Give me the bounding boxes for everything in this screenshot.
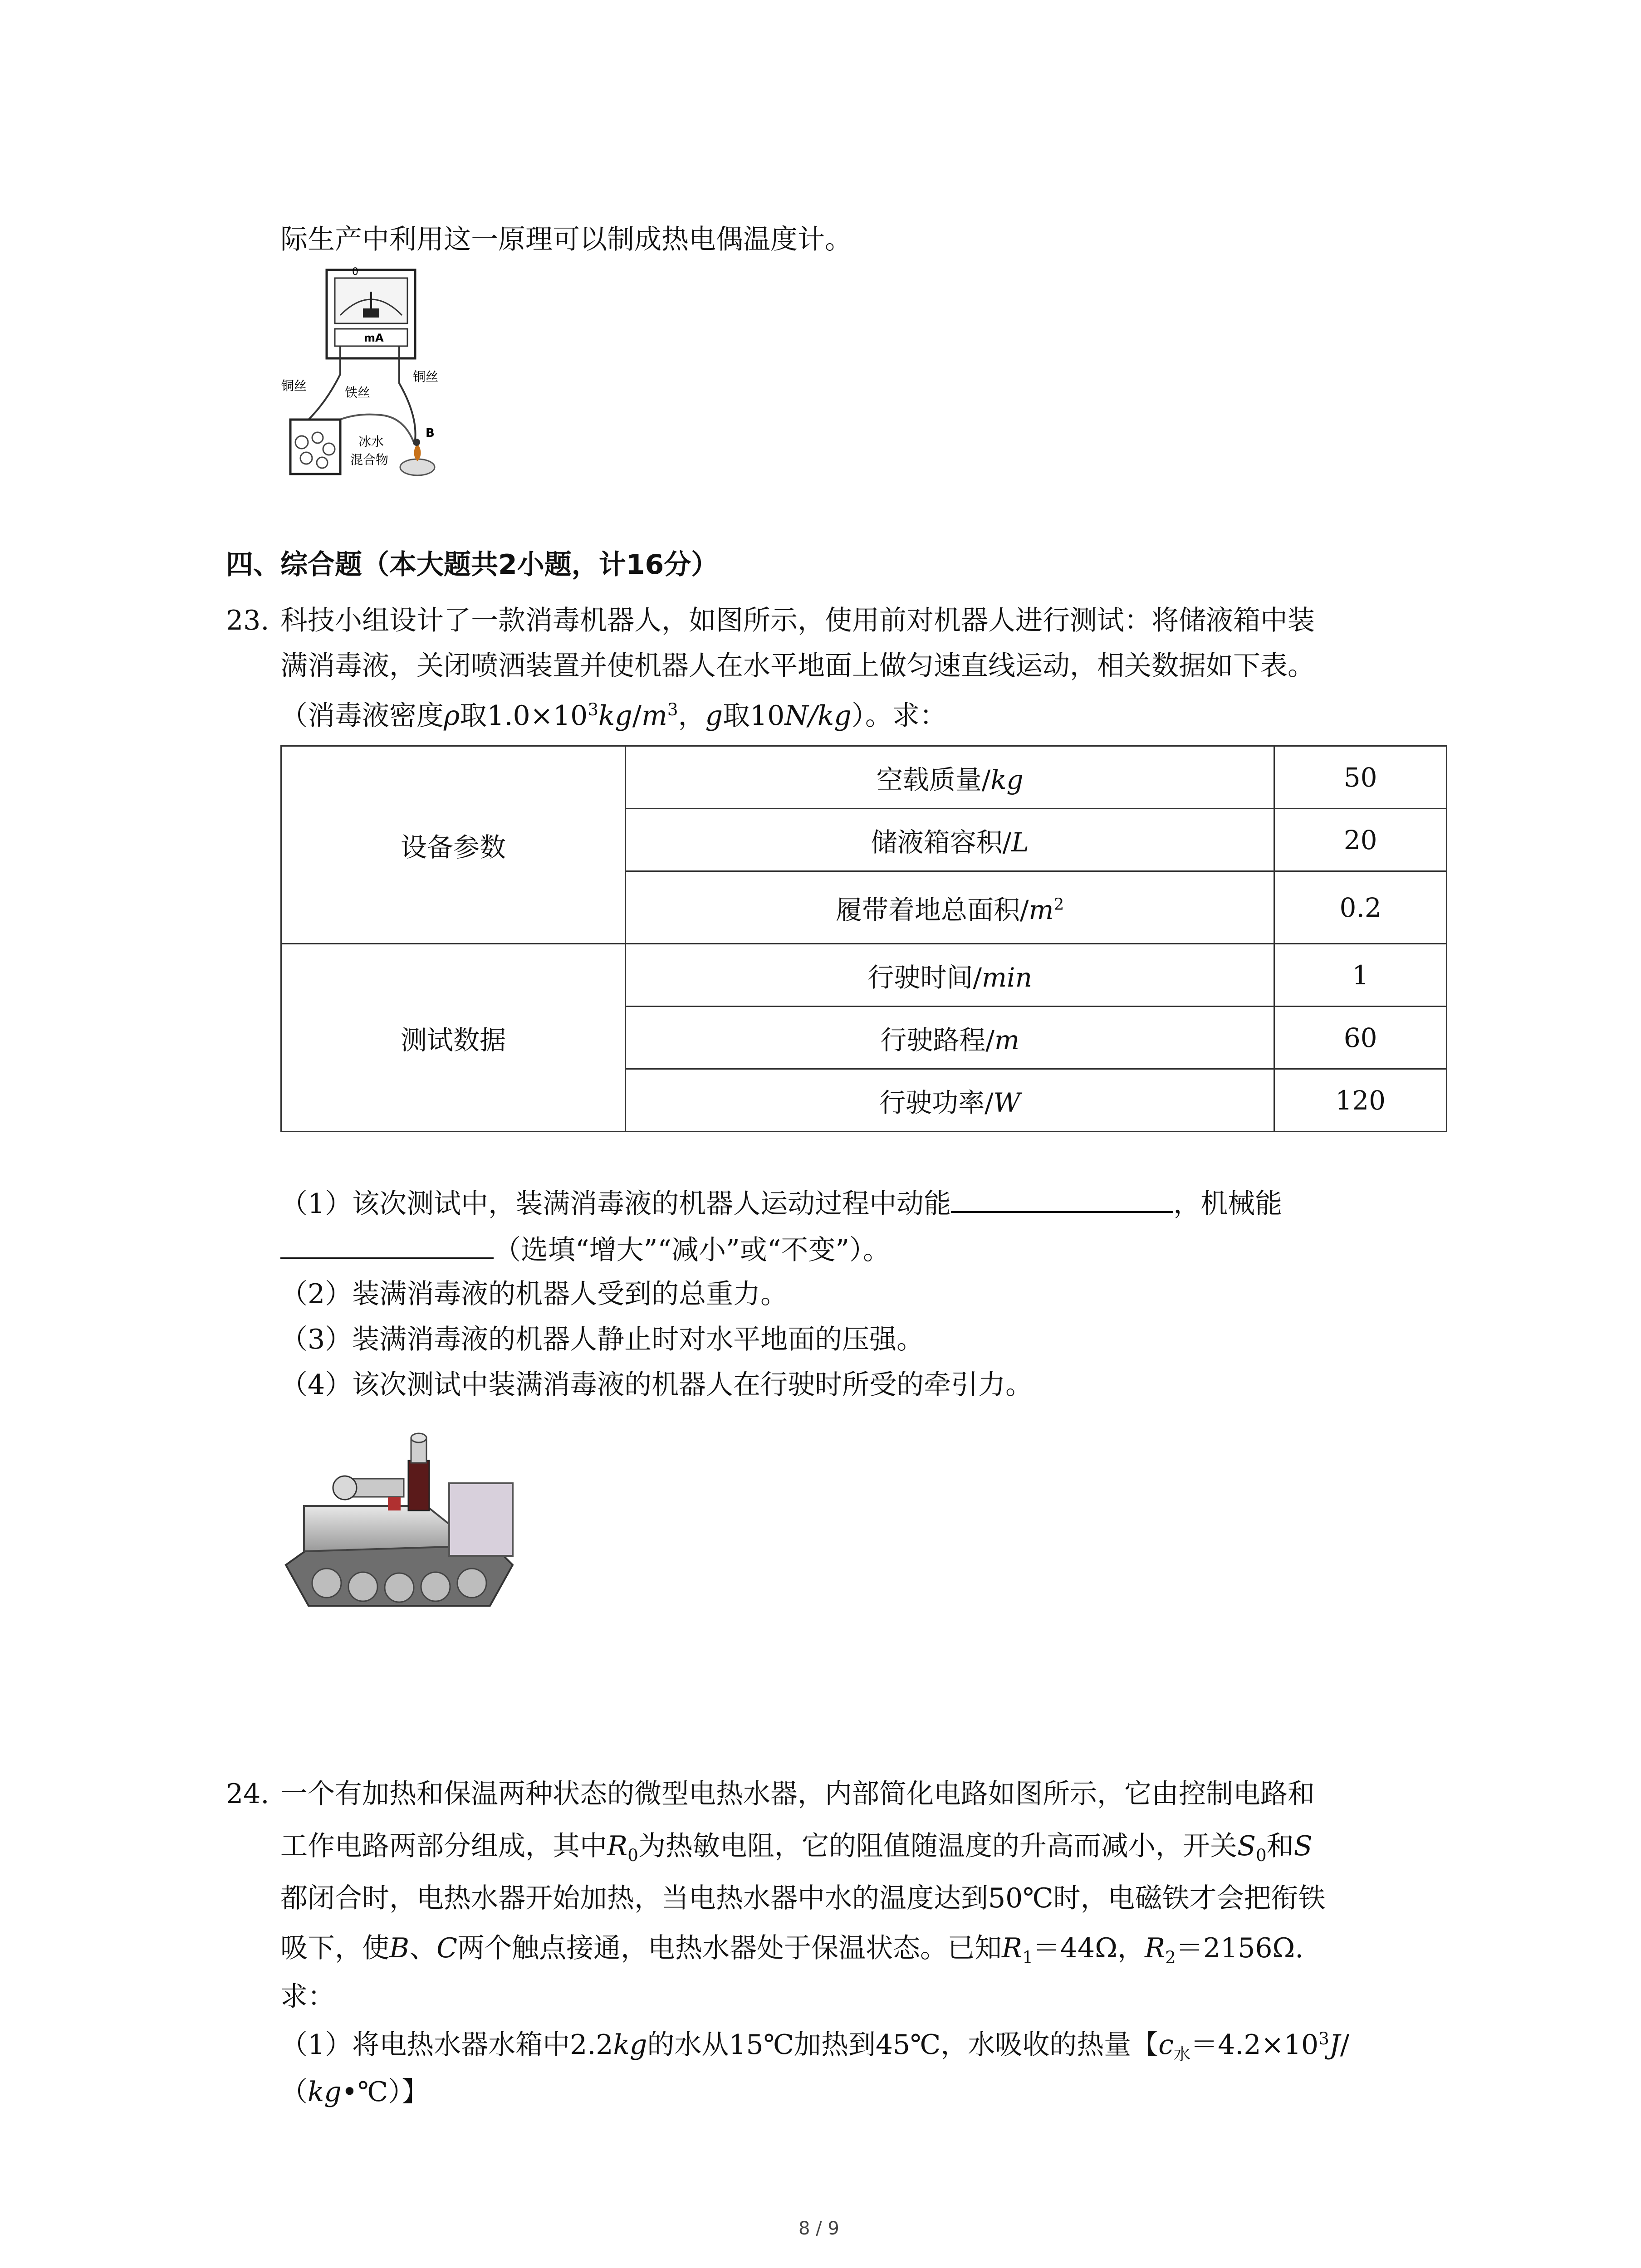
table-row: 设备参数 空载质量/kg 50 — [281, 746, 1447, 809]
q24-line3: 都闭合时，电热水器开始加热，当电热水器中水的温度达到50℃时，电磁铁才会把衔铁 — [280, 1882, 1326, 1914]
q23-note: （消毒液密度ρ取$1.0\times 10^3kg/m^3$，g取10N/kg）。求： — [280, 699, 947, 732]
q23-line1: 科技小组设计了一款消毒机器人，如图所示，使用前对机器人进行测试：将储液箱中装 — [280, 605, 1315, 636]
table-cell-value: 50 — [1274, 746, 1447, 809]
svg-text:冰水: 冰水 — [358, 434, 384, 449]
table-cell-value: 1 — [1274, 944, 1447, 1007]
q24-line2: 工作电路两部分组成，其中$R_0$为热敏电阻，它的阻值随温度的升高而减小，开关$S_0$和S — [280, 1830, 1313, 1865]
table-cell-value: 120 — [1274, 1069, 1447, 1132]
svg-text:B: B — [426, 426, 435, 440]
q24-sub1-cont: （kg•℃）】 — [280, 2076, 429, 2108]
intro-line: 际生产中利用这一原理可以制成热电偶温度计。 — [280, 224, 852, 255]
svg-text:混合物: 混合物 — [350, 452, 389, 467]
svg-text:铜丝: 铜丝 — [413, 369, 439, 384]
svg-text:铜丝: 铜丝 — [281, 378, 307, 393]
q24-number: 24. — [226, 1778, 269, 1810]
robot-data-table — [280, 745, 1447, 1132]
table-row: 行驶路程/m 60 — [281, 1007, 1447, 1069]
q24-line4: 吸下，使B、C两个触点接通，电热水器处于保温状态。已知$R_1=44\Omega$，$R_2=2156\Omega$. — [280, 1932, 1304, 1967]
group-label-device: 设备参数 — [281, 746, 626, 944]
table-row: 行驶功率/W 120 — [281, 1069, 1447, 1132]
q24-line5: 求： — [280, 1981, 335, 2013]
q23-sub3: （3）装满消毒液的机器人静止时对水平地面的压强。 — [280, 1324, 924, 1355]
table-cell-value: 20 — [1274, 809, 1447, 871]
q23-number: 23. — [226, 605, 269, 636]
table-cell-value: 0.2 — [1274, 871, 1447, 944]
q23-sub1-cont: （选填“增大”“减小”或“不变”）。 — [280, 1234, 890, 1264]
q23-sub1: （1）该次测试中，装满消毒液的机器人运动过程中动能 ，机械能 — [280, 1188, 1283, 1220]
page-number: 8 / 9 — [798, 2218, 839, 2239]
meter-unit: mA — [364, 332, 384, 344]
table-row: 测试数据 行驶时间/min 1 — [281, 944, 1447, 1007]
group-label-test: 测试数据 — [281, 944, 626, 1132]
q24-line1: 一个有加热和保温两种状态的微型电热水器，内部简化电路如图所示，它由控制电路和 — [280, 1778, 1315, 1810]
q23-sub4: （4）该次测试中装满消毒液的机器人在行驶时所受的牵引力。 — [280, 1369, 1033, 1401]
q24-sub1: （1）将电热水器水箱中2.2kg的水从15℃加热到45℃，水吸收的热量【$c_水=4.2\times 10^3J/$ — [280, 2028, 1350, 2064]
table-row: 履带着地总面积$/m^2$ 0.2 — [281, 871, 1447, 944]
table-cell-value: 60 — [1274, 1007, 1447, 1069]
q23-line2: 满消毒液，关闭喷洒装置并使机器人在水平地面上做匀速直线运动，相关数据如下表。 — [280, 650, 1315, 682]
answer-blank[interactable] — [951, 1188, 1173, 1213]
svg-text:0: 0 — [352, 266, 358, 278]
disinfection-robot-image — [277, 1429, 531, 1624]
thermocouple-figure — [272, 265, 463, 483]
svg-text:铁丝: 铁丝 — [345, 385, 371, 400]
table-row: 储液箱容积/L 20 — [281, 809, 1447, 871]
answer-blank[interactable] — [280, 1234, 494, 1259]
q23-sub2: （2）装满消毒液的机器人受到的总重力。 — [280, 1278, 788, 1310]
section-heading: 四、综合题（本大题共2小题，计16分） — [226, 549, 719, 581]
